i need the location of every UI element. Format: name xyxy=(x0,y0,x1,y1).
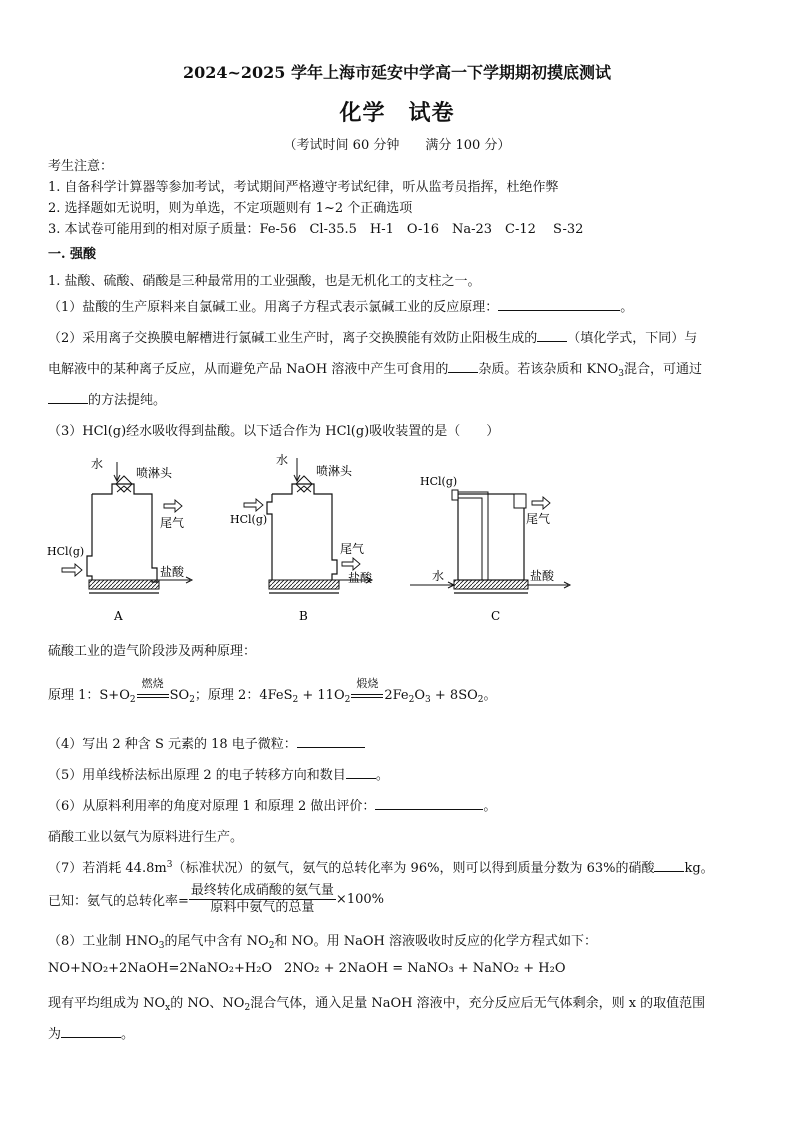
exam-time-info: （考试时间 60 分钟 满分 100 分） xyxy=(283,138,511,153)
note-item-3: 3. 本试卷可能用到的相对原子质量：Fe-56 Cl-35.5 H-1 O-16 Na-23 C-12 S-32 xyxy=(48,222,584,237)
note-item-1: 1. 自备科学计算器等参加考试，考试期间严格遵守考试纪律，听从监考员指挥，杜绝作弊 xyxy=(48,180,559,195)
answer-blank xyxy=(375,796,483,810)
label-water-b: 水 xyxy=(276,453,289,467)
note-item-2: 2. 选择题如无说明，则为单选，不定项题则有 1~2 个正确选项 xyxy=(48,201,413,216)
question-1-2-line3: 的方法提纯。 xyxy=(48,389,166,408)
label-hcl-b: HCl(g) xyxy=(230,513,268,526)
label-a: A xyxy=(114,609,123,623)
sulfuric-intro: 硫酸工业的造气阶段涉及两种原理： xyxy=(48,644,257,659)
label-water-a: 水 xyxy=(91,457,104,471)
answer-blank xyxy=(654,858,684,872)
question-1-1: （1）盐酸的生产原料来自氯碱工业。用离子方程式表示氯碱工业的反应原理： 。 xyxy=(48,296,633,315)
equation-2: 2NO₂ + 2NaOH = NaNO₃ + NaNO₂ + H₂O xyxy=(284,961,566,976)
answer-blank xyxy=(498,297,620,311)
label-hcl-c: HCl(g) xyxy=(420,475,458,488)
question-1-2-line2: 电解液中的某种离子反应，从而避免产品 NaOH 溶液中产生可食用的 杂质。若该杂质和 $KNO_3$混合，可通过 xyxy=(48,358,702,377)
question-1-6: （6）从原料利用率的角度对原理 1 和原理 2 做出评价： 。 xyxy=(48,795,496,814)
label-hcl-a: HCl(g) xyxy=(47,545,85,558)
subject-title: 化学 试卷 xyxy=(339,100,455,126)
condition-calcine: 煅烧 xyxy=(356,677,379,690)
answer-blank xyxy=(448,359,478,373)
condition-burn: 燃烧 xyxy=(141,677,164,690)
question-1-8-line2: 现有平均组成为 $NO_x$的 NO、$NO_2$混合气体，通入足量 NaOH 溶液中，充分反应后无气体剩余，则 x 的取值范围 xyxy=(48,996,706,1013)
label-acid-c: 盐酸 xyxy=(530,569,555,583)
label-c: C xyxy=(491,609,501,623)
label-acid-a: 盐酸 xyxy=(160,565,185,579)
absorption-apparatus-diagram xyxy=(40,448,600,628)
label-sprinkler-b: 喷淋头 xyxy=(316,464,353,478)
question-1-2-line1: （2）采用离子交换膜电解槽进行氯碱工业生产时，离子交换膜能有效防止阳极生成的 （填化学式，下同）与 xyxy=(48,327,697,346)
question-1-8-line3: 为 。 xyxy=(48,1023,134,1042)
conversion-fraction: $\frac{\text{最终转化成硝酸的氨气量}}{\text{原料中氨气的总量}}$ xyxy=(190,883,334,915)
section-heading: 一. 强酸 xyxy=(48,247,97,262)
label-acid-b: 盐酸 xyxy=(348,571,373,585)
question-1-8: （8）工业制 $HNO_3$的尾气中含有 $NO_2$和 NO。用 NaOH 溶液吸收时反应的化学方程式如下： xyxy=(48,934,597,951)
answer-blank xyxy=(537,328,567,342)
exam-title: 2024~2025 学年上海市延安中学高一下学期期初摸底测试 xyxy=(182,63,612,82)
question-1-5: （5）用单线桥法标出原理 2 的电子转移方向和数目 。 xyxy=(48,764,389,783)
notes-heading: 考生注意： xyxy=(48,159,114,174)
question-1-7: （7）若消耗 $44.8m^3$（标准状况）的氨气，氨气的总转化率为 96%，则可以得到质量分数为 63%的硝酸 kg。 xyxy=(48,860,714,876)
answer-blank xyxy=(297,734,365,748)
label-sprinkler-a: 喷淋头 xyxy=(136,466,173,480)
label-tailgas-b: 尾气 xyxy=(340,542,365,556)
question-1-4: （4）写出 2 种含 S 元素的 18 电子微粒： xyxy=(48,733,365,752)
principles-line: 原理 1：$S+O_2$ 燃烧 $SO_2$；原理 2：$4FeS_2 + 11O_2$ 煅烧 $2Fe_2O_3 + 8SO_2$。 xyxy=(48,677,497,705)
label-water-c: 水 xyxy=(432,569,445,583)
question-1-intro: 1. 盐酸、硫酸、硝酸是三种最常用的工业强酸，也是无机化工的支柱之一。 xyxy=(48,274,481,289)
answer-blank xyxy=(48,390,88,404)
known-formula: 已知：氨气的总转化率= $\frac{\text{最终转化成硝酸的氨气量}}{\text{原料中氨气的总量}}$ ×100% xyxy=(48,883,384,915)
label-b: B xyxy=(299,609,308,623)
label-tailgas-c: 尾气 xyxy=(526,512,551,526)
question-1-3: （3）HCl(g)经水吸收得到盐酸。以下适合作为 HCl(g)吸收装置的是（ ） xyxy=(48,424,500,439)
answer-blank xyxy=(61,1024,121,1038)
answer-blank xyxy=(346,765,376,779)
equation-1: NO+NO₂+2NaOH=2NaNO₂+H₂O xyxy=(48,961,273,976)
label-tailgas-a: 尾气 xyxy=(160,516,185,530)
nitric-intro: 硝酸工业以氨气为原料进行生产。 xyxy=(48,830,244,845)
